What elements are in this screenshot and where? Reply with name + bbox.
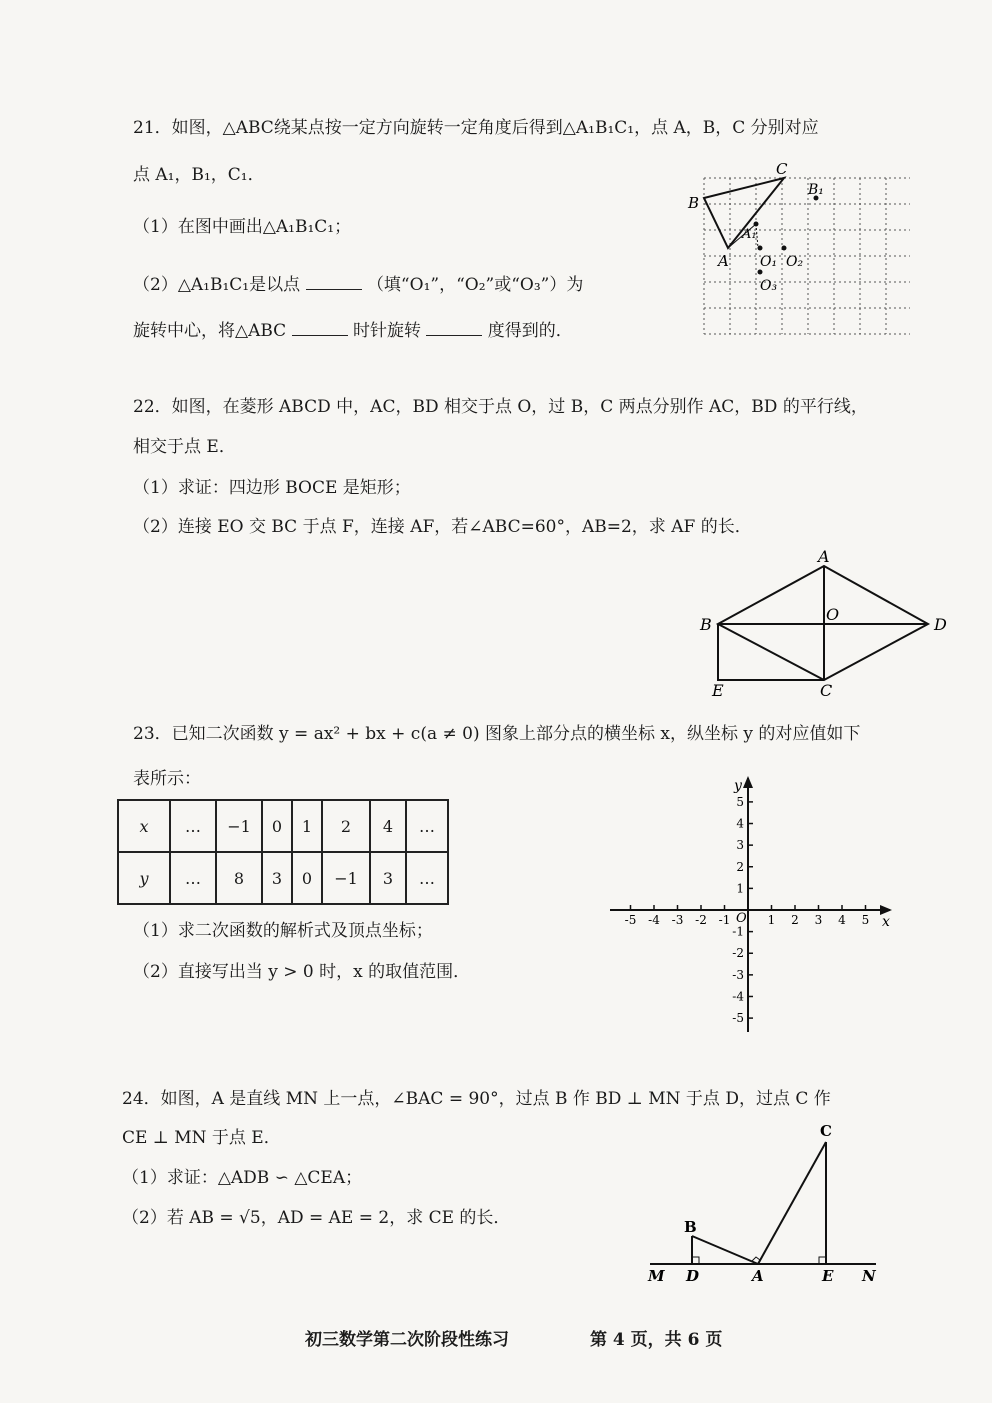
point-o1 (758, 246, 763, 251)
x-axis-label: x (882, 914, 890, 930)
q21-part3-prefix: 旋转中心，将△ABC (133, 321, 287, 341)
label-a1: A₁ (742, 227, 757, 242)
footer-page-number: 第 4 页，共 6 页 (590, 1330, 723, 1350)
x-tick-label: 4 (838, 913, 846, 927)
table-cell: 8 (216, 852, 262, 904)
x-tick-label: -1 (718, 913, 731, 927)
label-b: B (684, 1218, 697, 1236)
table-cell: −1 (216, 800, 262, 852)
answer-blank-center[interactable] (306, 273, 362, 290)
x-tick-label: 3 (814, 913, 823, 927)
q22-rhombus-figure (690, 548, 960, 703)
label-a: A (818, 548, 830, 566)
q22-line1: 22．如图，在菱形 ABCD 中，AC，BD 相交于点 O，过 B，C 两点分别作 AC，BD 的平行线， (133, 397, 868, 417)
table-cell: 0 (262, 800, 292, 852)
x-tick-label: 5 (861, 913, 870, 927)
table-row-x (118, 800, 448, 852)
q23-coordinate-axes (600, 770, 900, 1040)
y-tick-label: -2 (732, 946, 744, 961)
origin-label: O (736, 911, 747, 926)
answer-blank-direction[interactable] (292, 319, 348, 336)
table-cell: 0 (292, 852, 322, 904)
y-tick-label: -3 (732, 967, 744, 982)
label-c: C (776, 160, 788, 178)
value-table (117, 799, 449, 905)
y-tick-label: 3 (736, 838, 744, 853)
segment-ac (758, 1142, 826, 1264)
table-cell: 3 (370, 852, 406, 904)
table-cell: … (406, 852, 448, 904)
label-m: M (648, 1267, 665, 1285)
x-tick-label: -3 (671, 913, 684, 927)
table-cell: −1 (322, 852, 370, 904)
y-tick-label: 2 (736, 859, 744, 874)
point-o3 (758, 270, 763, 275)
y-tick-label: -5 (732, 1011, 744, 1026)
right-angle-mark-d (692, 1257, 699, 1264)
x-tick-label: -4 (648, 913, 660, 927)
table-cell: … (170, 800, 216, 852)
label-e: E (712, 681, 724, 700)
q21-part1: （1）在图中画出△A₁B₁C₁； (133, 217, 352, 237)
table-header-y: y (118, 852, 170, 904)
y-tick-label: 1 (736, 881, 744, 896)
table-cell: … (170, 852, 216, 904)
q21-part3-suffix: 度得到的． (487, 321, 573, 341)
label-o: O (826, 605, 840, 624)
right-angle-mark-e (819, 1257, 826, 1264)
table-row-y (118, 852, 448, 904)
y-tick-label: -4 (732, 989, 744, 1004)
label-b: B (700, 615, 712, 634)
q24-part1: （1）求证：△ADB ∽ △CEA； (122, 1168, 363, 1188)
table-cell: … (406, 800, 448, 852)
q21-line2: 点 A₁，B₁，C₁． (133, 165, 265, 185)
q21-part2 (133, 273, 583, 296)
right-angle-mark-a (752, 1257, 760, 1261)
table-header-x: x (118, 800, 170, 852)
point-o2 (782, 246, 787, 251)
q24-part2: （2）若 AB = √5，AD = AE = 2，求 CE 的长． (122, 1208, 511, 1228)
segment-ba (692, 1236, 758, 1264)
q21-part2-prefix: （2）△A₁B₁C₁是以点 (133, 275, 301, 295)
table-cell: 1 (292, 800, 322, 852)
q21-grid-figure (680, 158, 910, 358)
q21-part3 (133, 319, 573, 342)
y-tick-label: -1 (732, 924, 744, 939)
q22-part1: （1）求证：四边形 BOCE 是矩形； (133, 478, 411, 498)
table-cell: 3 (262, 852, 292, 904)
y-axis-label: y (734, 778, 742, 794)
q23-part1: （1）求二次函数的解析式及顶点坐标； (133, 921, 433, 941)
table-cell: 2 (322, 800, 370, 852)
q22-line2: 相交于点 E． (133, 437, 236, 457)
x-tick-label: 1 (767, 913, 776, 927)
label-a: A (718, 252, 729, 270)
q24-figure (640, 1118, 890, 1288)
x-tick-label: -5 (624, 913, 637, 927)
answer-blank-angle[interactable] (426, 319, 482, 336)
label-b: B (688, 194, 700, 212)
y-axis-arrow (743, 776, 753, 788)
q21-part2-suffix: （填“O₁”，“O₂”或“O₃”）为 (366, 275, 584, 295)
label-o3: O₃ (760, 278, 778, 294)
q24-line1: 24．如图，A 是直线 MN 上一点，∠BAC = 90°，过点 B 作 BD ⊥ MN 于点 D，过点 C 作 (122, 1089, 831, 1109)
q23-part2: （2）直接写出当 y > 0 时，x 的取值范围． (133, 962, 471, 982)
q23-line2: 表所示： (133, 769, 201, 789)
label-c: C (820, 681, 833, 700)
x-tick-label: -2 (695, 913, 707, 927)
q21-line1: 21．如图，△ABC绕某点按一定方向旋转一定角度后得到△A₁B₁C₁，点 A，B，C 分别对应 (133, 118, 819, 138)
q21-part3-middle: 时针旋转 (352, 321, 421, 341)
q24-line2: CE ⊥ MN 于点 E． (122, 1128, 281, 1148)
label-d: D (686, 1267, 700, 1285)
label-o1: O₁ (760, 254, 778, 270)
label-n: N (862, 1267, 876, 1285)
y-tick-label: 5 (736, 794, 744, 809)
q22-part2: （2）连接 EO 交 BC 于点 F，连接 AF，若∠ABC=60°，AB=2，求 AF 的长． (133, 517, 752, 537)
table-cell: 4 (370, 800, 406, 852)
point-a1 (754, 222, 759, 227)
footer-title: 初三数学第二次阶段性练习 (305, 1330, 509, 1350)
label-a: A (752, 1267, 764, 1285)
q23-line1: 23．已知二次函数 y = ax² + bx + c(a ≠ 0) 图象上部分点的横坐标 x，纵坐标 y 的对应值如下 (133, 724, 861, 744)
y-tick-label: 4 (736, 816, 744, 831)
label-d: D (934, 615, 947, 634)
label-b1: B₁ (808, 182, 824, 198)
x-tick-label: 2 (791, 913, 799, 927)
label-o2: O₂ (786, 254, 804, 270)
label-c: C (820, 1122, 832, 1140)
label-e: E (822, 1267, 834, 1285)
